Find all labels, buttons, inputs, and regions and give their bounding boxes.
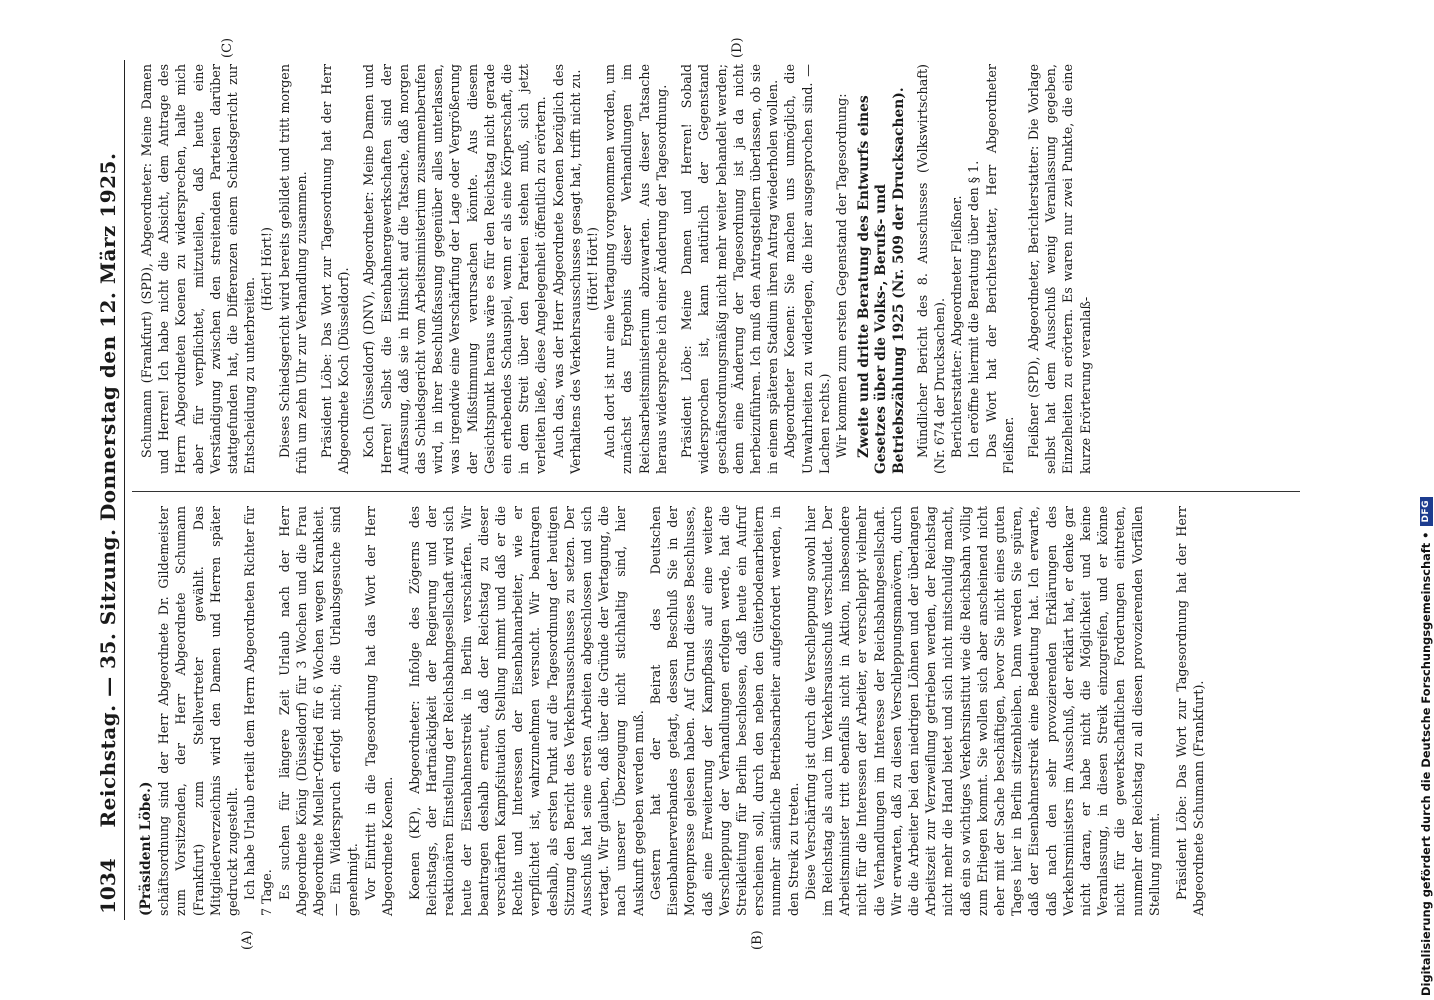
paragraph: Das Wort hat der Berichterstatter, Herr Abgeordneter Fleißner. [983, 64, 1016, 474]
speech-fleissner: Fleißner (SPD), Abgeordneter, Berichterstatter: Die Vorlage selbst hat dem Ausschuß wenig Veranlassung gegeben, Einzelheiten zu erörtern. Es waren nur zwei Punkte, die eine kurze Erörterung veranlaß- [1025, 64, 1093, 474]
paragraph: Vor Eintritt in die Tagesordnung hat das Wort der Herr Abgeordnete Koenen. [362, 506, 395, 916]
margin-mark-d: (D) [730, 37, 745, 58]
left-column [138, 506, 1207, 916]
paragraph: Es suchen für längere Zeit Urlaub nach der Herr Abgeordnete König (Düsseldorf) für 3 Wochen und die Frau Abgeordnete Mueller-Otfried für 6 Wochen wegen Krankheit. — Ein Widerspruch erfolgt nicht; die Urlaubsgesuche sind genehmigt. [276, 506, 361, 916]
paragraph: Dieses Schiedsgericht wird bereits gebildet und tritt morgen früh um zehn Uhr zur Verhandlung zusammen. [276, 64, 309, 474]
paragraph: Ich eröffne hiermit die Beratung über den § 1. [966, 160, 982, 458]
speech-koch: Koch (Düsseldorf) (DNV), Abgeordneter: Meine Damen und Herren! Selbst die Eisenbahnergewerkschaften sind der Auffassung, daß sie in Hinsicht auf die Tatsache, daß morgen das Schiedsgericht vom Arbeitsministerium zusammenberufen wird, in ihrer Beschlußfassung gegenüber alles unterlassen, was irgendwie eine Verschärfung der Lage oder Vergrößerung der Mißstimmung verursachen könnte. Aus diesem Gesichtspunkt heraus wäre es für den Reichstag nicht gerade ein erhebendes Schauspiel, wenn er als eine Körperschaft, die in dem Streit über den Parteien stehen muß, sich jetzt verleiten ließe, diese Angelegenheit öffentlich zu erörtern. [361, 64, 549, 474]
paragraph: Ich habe Urlaub erteilt dem Herrn Abgeordneten Richter für 7 Tage. [242, 506, 275, 916]
interjection: (Hört! Hört!) [259, 227, 275, 311]
dfg-funding-strip [1418, 6, 1434, 996]
dfg-logo: DFG [1420, 497, 1433, 526]
paragraph: Gestern hat der Beirat des Deutschen Eisenbahnerverbandes getagt, dessen Beschluß Sie in der Morgenpresse gelesen haben. Auf Grund dieses Beschlusses, daß eine Erweiterung der Kampfbasis auf eine weitere Verschleppung der Verhandlungen erfolgen werde, hat die Streikleitung für Berlin beschlossen, daß heute ein Aufruf erscheinen soll, durch den neben den Güterbodenarbeitern nunmehr sämtliche Betriebsarbeiter aufgefordert werden, in den Streik zu treten. [647, 506, 801, 916]
paragraph: Berichterstatter: Abgeordneter Fleißner. [949, 195, 965, 458]
margin-mark-b: (B) [750, 930, 765, 950]
right-column [138, 64, 1094, 474]
page-number: 1034 [96, 858, 120, 914]
rotated-document-page [90, 37, 1320, 950]
running-title: Reichstag. — 35. Sitzung. Donnerstag den 12. März 1925. [96, 152, 120, 828]
speaker-tag: (Präsident Löbe.) [138, 781, 154, 916]
paragraph: Mündlicher Bericht des 8. Ausschusses (Volkswirtschaft) (Nr. 674 der Drucksachen). [914, 64, 947, 474]
speech-koenen: Koenen (KP), Abgeordneter: Infolge des Zögerns des Reichstags, der Hartnäckigkeit der Regierung und der reaktionären Einstellung der Reichsbahngesellschaft wird sich heute der Eisenbahnerstreik in Berlin verschärfen. Wir beantragen deshalb erneut, daß der Reichstag zu dieser verschärften Kampfsituation Stellung nimmt und daß er die Rechte und Interessen der Eisenbahnarbeiter, wie er verpflichtet ist, wahrzunehmen versucht. Wir beantragen deshalb, als ersten Punkt auf die Tagesordnung der heutigen Sitzung den Bericht des Verkehrsausschusses zu setzen. Der Ausschuß hat seine ersten Arbeiten abgeschlossen und sich vertagt. Wir glauben, daß über die Gründe der Vertagung, die nach unserer Überzeugung nicht stichhaltig sind, hier Auskunft gegeben werden muß. [407, 506, 646, 916]
speech-loebe: Präsident Löbe: Das Wort zur Tagesordnung hat der Herr Abgeordnete Koch (Düsseldorf). [319, 64, 352, 474]
paragraph: Diese Verschärfung ist durch die Verschleppung sowohl hier im Reichstag als auch im Verkehrsausschuß verschuldet. Der Arbeitsminister tritt ebenfalls nicht in Aktion, insbesondere nicht für die Interessen der Arbeiter, er verschleppt vielmehr die Verhandlungen im Interesse der Reichsbahngesellschaft. Wir erwarten, daß zu diesen Verschleppungsmanövern, durch die die Arbeiter bei den niedrigen Löhnen und der überlangen Arbeitszeit zur Verzweiflung getrieben werden, der Reichstag nicht mehr die Hand bietet und sich nicht mitschuldig macht, daß ein so wichtiges Verkehrsinstitut wie die Reichsbahn völlig zum Erliegen kommt. Sie wollen sich aber anscheinend nicht eher mit der Sache beschäftigen, bevor Sie nicht eines guten Tages hier in Berlin sitzenbleiben. Dann werden Sie spüren, daß der Eisenbahnerstreik eine Bedeutung hat. Ich erwarte, daß nach den sehr provozierenden Erklärungen des Verkehrsministers im Ausschuß, der erklärt hat, er denke gar nicht daran, er habe nicht die Möglichkeit und keine Veranlassung, in diesen Streik einzugreifen, und er könne nicht für die gewerkschaftlichen Forderungen eintreten, nunmehr der Reichstag zu all diesen provozierenden Vorfällen Stellung nimmt. [802, 506, 1162, 916]
interjection: (Hört! Hört!) [585, 227, 601, 311]
dfg-funding-text: Digitalisierung gefördert durch die Deutsche Forschungsgemeinschaft • [1419, 531, 1433, 996]
paragraph: Abgeordneter Koenen: Sie machen uns unmöglich, die Unwahrheiten zu widerlegen, die hier ausgesprochen sind. — Lachen rechts.) [782, 64, 832, 474]
paragraph: Auch das, was der Herr Abgeordnete Koenen bezüglich des Verhaltens des Verkehrsausschusses gesagt hat, trifft nicht zu. [550, 64, 583, 474]
agenda-item-heading: Zweite und dritte Beratung des Entwurfs eines Gesetzes über die Volks-, Berufs- und Betriebszählung 1925 (Nr. 509 der Drucksachen). [856, 87, 907, 474]
speech-schumann: Schumann (Frankfurt) (SPD), Abgeordneter: Meine Damen und Herren! Ich habe nicht die Absicht, dem Antrage des Herrn Abgeordneten Koenen zu widersprechen, halte mich aber für verpflichtet, mitzuteilen, daß heute eine Verständigung zwischen den streitenden Parteien darüber stattgefunden hat, die Differenzen einem Schiedsgericht zur Entscheidung zu unterbreiten. [139, 64, 258, 474]
paragraph: schäftsordnung sind der Herr Abgeordnete Dr. Gildemeister zum Vorsitzenden, der Herr Abgeordnete Schumann (Frankfurt) zum Stellvertreter gewählt. Das Mitgliederverzeichnis wird den Damen und Herren später gedruckt zugestellt. [156, 506, 241, 916]
paragraph: Auch dort ist nur eine Vertagung vorgenommen worden, um zunächst das Ergebnis dieser Verhandlungen im Reichsarbeitsministerium abzuwarten. Aus dieser Tatsache heraus widerspreche ich einer Änderung der Tagesordnung. [602, 64, 669, 474]
speech-loebe: Präsident Löbe: Meine Damen und Herren! Sobald widersprochen ist, kann natürlich der Gegenstand geschäftsordnungsmäßig nicht mehr weiter behandelt werden; denn eine Änderung der Tagesordnung ist ja da nicht herbeizuführen. Ich muß den Antragstellern überlassen, ob sie in einem späteren Stadium ihren Antrag wiederholen wollen. [679, 64, 781, 474]
margin-mark-a: (A) [240, 930, 255, 950]
margin-mark-c: (C) [220, 37, 235, 58]
page-header [90, 60, 125, 920]
paragraph: Wir kommen zum ersten Gegenstand der Tagesordnung: [833, 93, 849, 458]
column-divider [132, 491, 1300, 492]
speech-loebe: Präsident Löbe: Das Wort zur Tagesordnung hat der Herr Abgeordnete Schumann (Frankfurt). [1173, 506, 1207, 916]
